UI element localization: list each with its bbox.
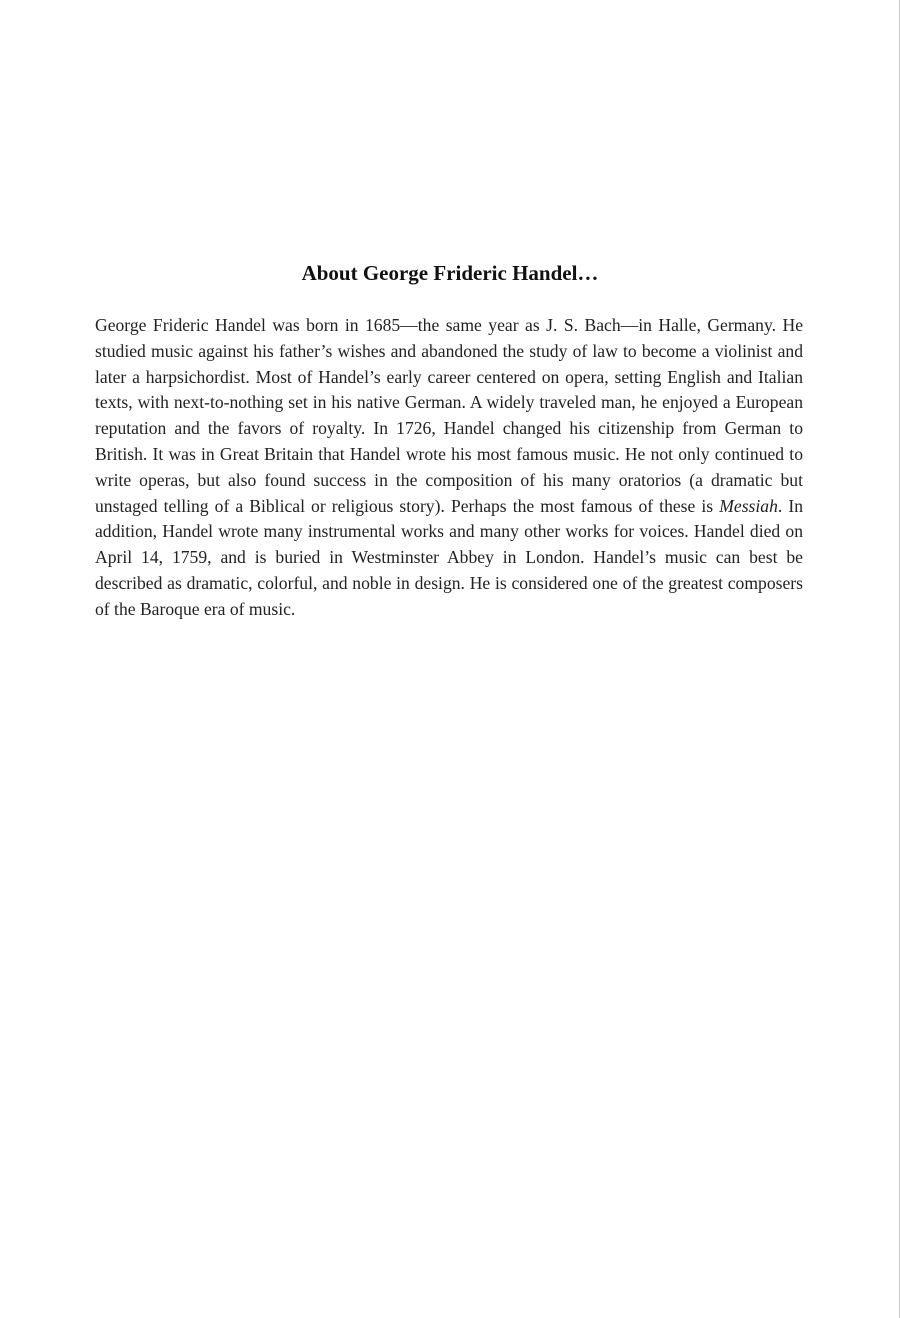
page-title: About George Frideric Handel…: [301, 261, 599, 285]
work-title-italic: Messiah: [719, 495, 778, 516]
paragraph-text-end: . In addition, Handel wrote many instrumental works and many other works for voices. Handel died on April 14, 1759, and is buried in Westminster Abbey in London. Handel’s music can best be described as dramatic, colorful, and noble in design. He is considered one of the greatest composers of the Baroque era of music.: [95, 495, 804, 619]
biography-paragraph: [95, 313, 803, 623]
paragraph-text-start: George Frideric Handel was born in 1685—the same year as J. S. Bach—in Halle, Germany. He studied music against his father’s wishes and abandoned the study of law to become a violinist and later a harpsichordist. Most of Handel’s early career centered on opera, setting English and Italian texts, with next-to-nothing set in his native German. A widely traveled man, he enjoyed a European reputation and the favors of royalty. In 1726, Handel changed his citizenship from German to British. It was in Great Britain that Handel wrote his most famous music. He not only continued to write operas, but also found success in the composition of his many oratorios (a dramatic but unstaged telling of a Biblical or religious story). Perhaps the most famous of these is: [95, 315, 803, 516]
